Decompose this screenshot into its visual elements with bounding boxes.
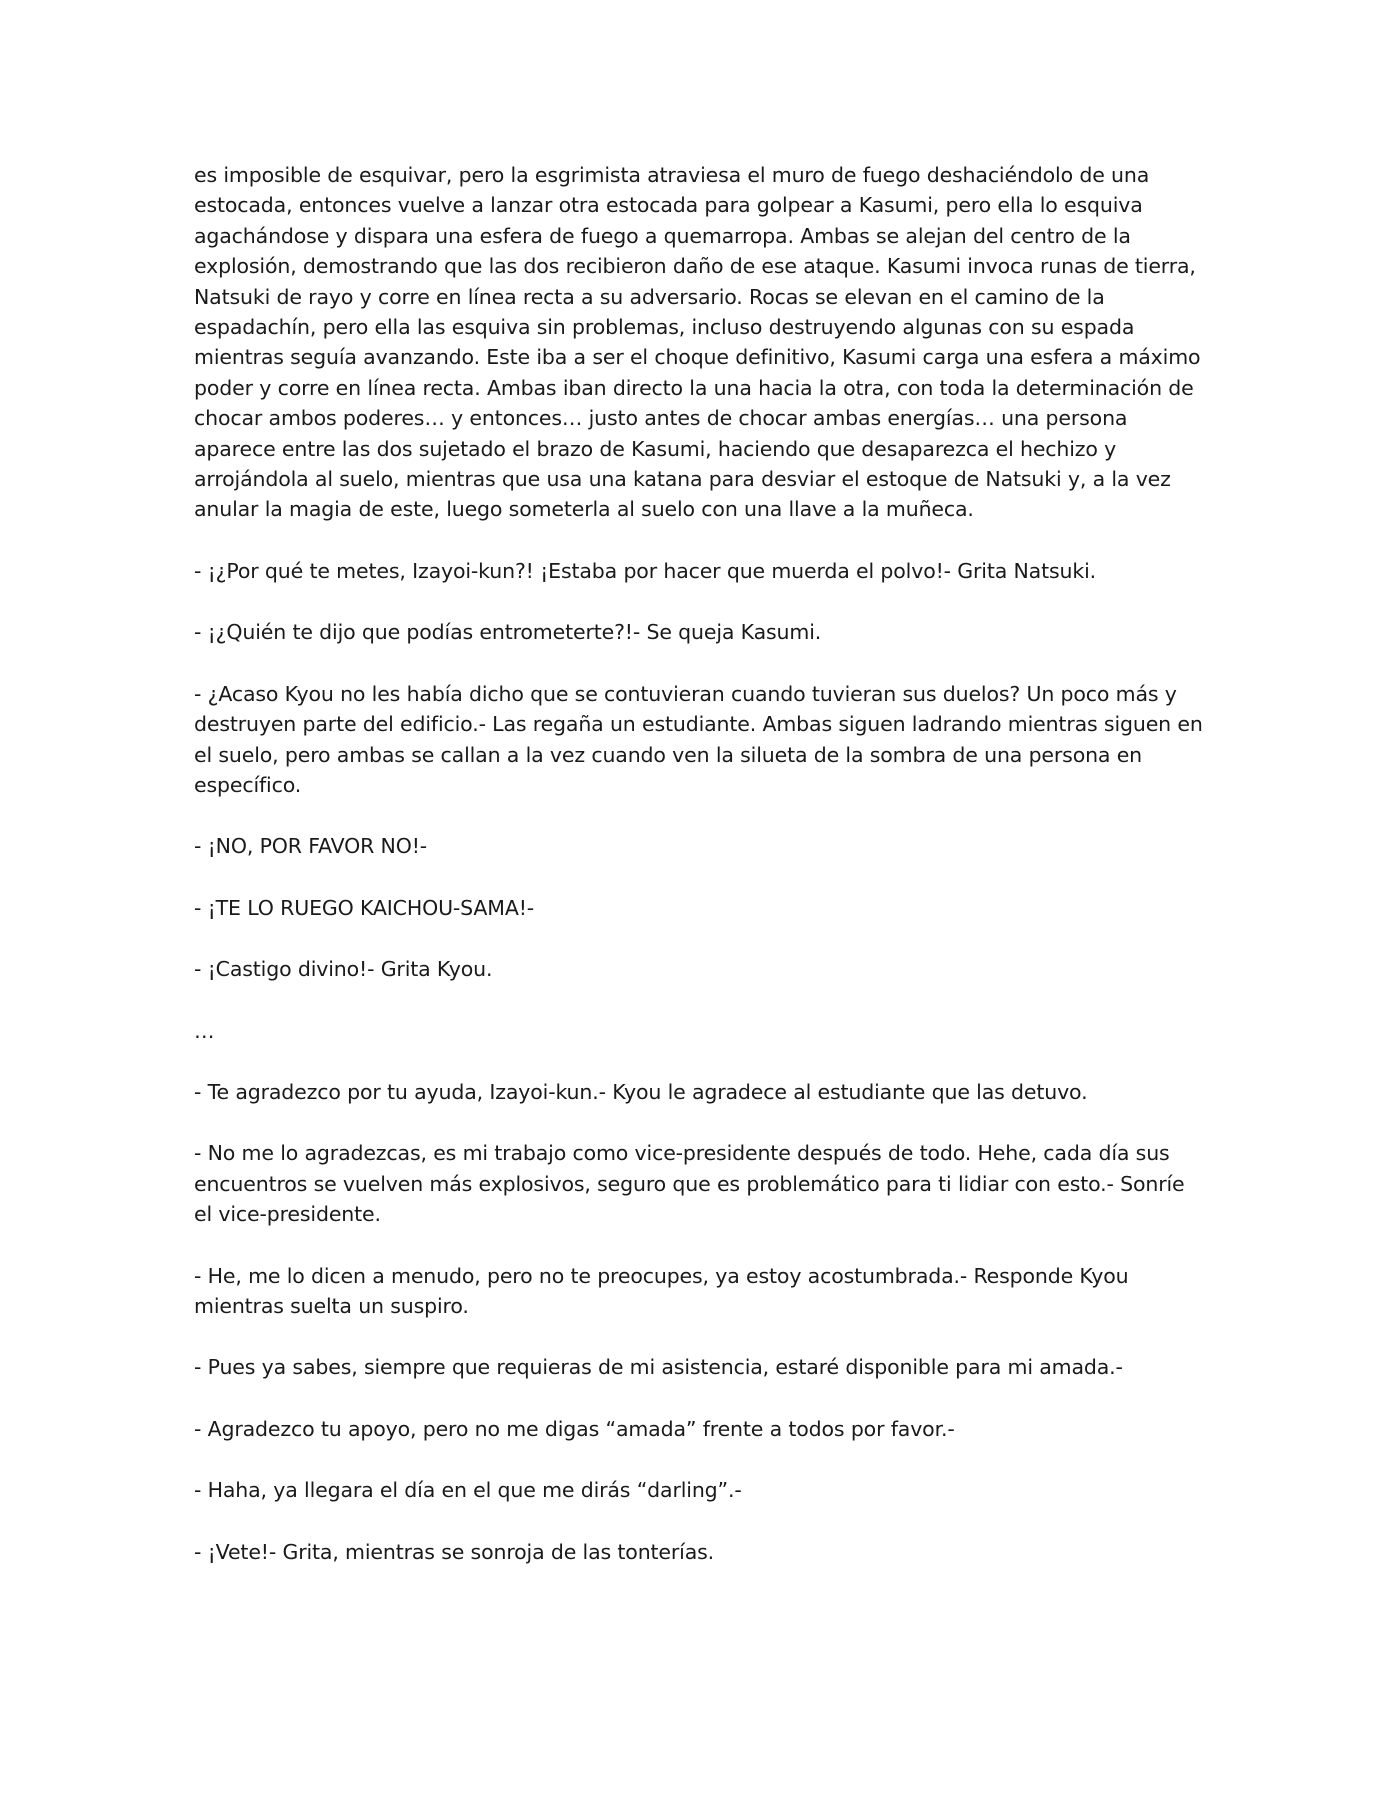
paragraph-dialogue-thanks: - Te agradezco por tu ayuda, Izayoi-kun.- Kyou le agradece al estudiante que las detuvo. xyxy=(194,1079,1088,1104)
paragraph-dialogue-kasumi: - ¡¿Quién te dijo que podías entrometerte?!- Se queja Kasumi. xyxy=(194,620,822,645)
paragraph-narration: es imposible de esquivar, pero la esgrimista atraviesa el muro de fuego deshaciéndolo de una estocada, entonces vuelve a lanzar otra estocada para golpear a Kasumi, pero ella lo esquiva agachándose y dispara una esfera de fuego a quemarropa. Ambas se alejan del centro de la explosión, demostrando que las dos recibieron daño de ese ataque. Kasumi invoca runas de tierra, Natsuki de rayo y corre en línea recta a su adversario. Rocas se elevan en el camino de la espadachín, pero ella las esquiva sin problemas, incluso destruyendo algunas con su espada mientras seguía avanzando. Este iba a ser el choque definitivo, Kasumi carga una esfera a máximo poder y corre en línea recta. Ambas iban directo la una hacia la otra, con toda la determinación de chocar ambos poderes… y entonces… justo antes de chocar ambas energías… una persona aparece entre las dos sujetado el brazo de Kasumi, haciendo que desaparezca el hechizo y arrojándola al suelo, mientras que usa una katana para desviar el estoque de Natsuki y, a la vez anular la magia de este, luego someterla al suelo con una llave a la muñeca. xyxy=(194,163,1201,522)
document-body xyxy=(194,160,1204,1598)
paragraph-dialogue-vice-president: - No me lo agradezcas, es mi trabajo como vice-presidente después de todo. Hehe, cada día sus encuentros se vuelven más explosivos, seguro que es problemático para ti lidiar con esto.- Sonríe el vice-presidente. xyxy=(194,1141,1185,1227)
paragraph-dialogue-kyou-reply: - He, me lo dicen a menudo, pero no te preocupes, ya estoy acostumbrada.- Responde Kyou mientras suelta un suspiro. xyxy=(194,1263,1129,1318)
paragraph-dialogue-darling: - Haha, ya llegara el día en el que me dirás “darling”.- xyxy=(194,1478,742,1503)
paragraph-dialogue-offer: - Pues ya sabes, siempre que requieras de mi asistencia, estaré disponible para mi amada.- xyxy=(194,1355,1123,1380)
paragraph-dialogue-plea-2: - ¡TE LO RUEGO KAICHOU-SAMA!- xyxy=(194,895,535,920)
paragraph-dialogue-kyou: - ¡Castigo divino!- Grita Kyou. xyxy=(194,957,493,982)
paragraph-dialogue-plea-1: - ¡NO, POR FAVOR NO!- xyxy=(194,834,428,859)
paragraph-dialogue-vete: - ¡Vete!- Grita, mientras se sonroja de las tonterías. xyxy=(194,1539,715,1564)
paragraph-dialogue-natsuki: - ¡¿Por qué te metes, Izayoi-kun?! ¡Estaba por hacer que muerda el polvo!- Grita Natsuki. xyxy=(194,558,1096,583)
paragraph-scene-break: … xyxy=(194,1018,215,1043)
paragraph-dialogue-request: - Agradezco tu apoyo, pero no me digas “amada” frente a todos por favor.- xyxy=(194,1416,955,1441)
paragraph-dialogue-student: - ¿Acaso Kyou no les había dicho que se contuvieran cuando tuvieran sus duelos? Un poco más y destruyen parte del edificio.- Las regaña un estudiante. Ambas siguen ladrando mientras siguen en el suelo, pero ambas se callan a la vez cuando ven la silueta de la sombra de una persona en específico. xyxy=(194,681,1203,797)
